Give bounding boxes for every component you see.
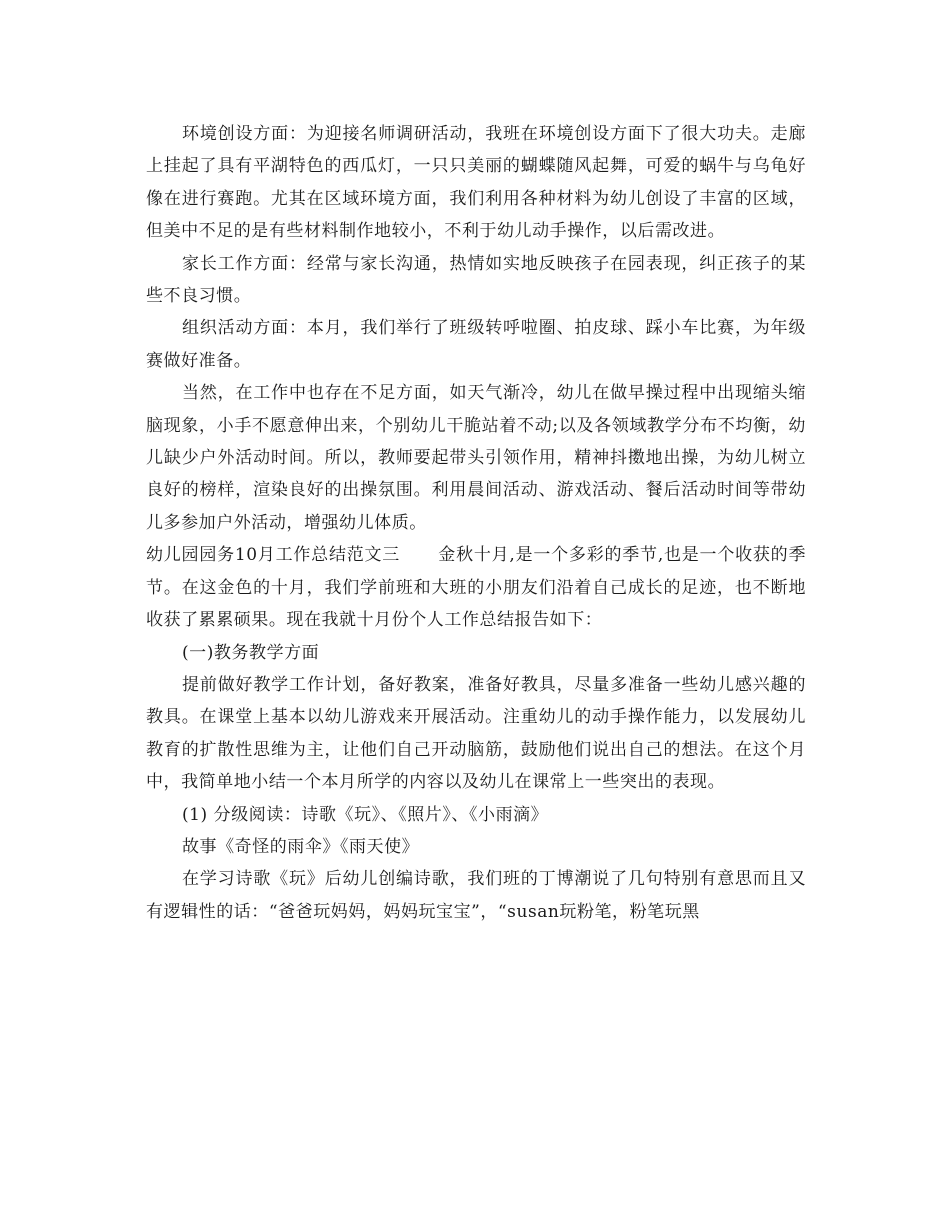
- subheading-teaching: (一)教务教学方面: [182, 642, 320, 663]
- paragraph-poem-creation: 在学习诗歌《玩》后幼儿创编诗歌，我们班的丁博潮说了几句特别有意思而且又有逻辑性的话：“爸爸玩妈妈，妈妈玩宝宝”，“susan玩粉笔，粉笔玩黑: [146, 869, 806, 922]
- paragraph-parents: 家长工作方面：经常与家长沟通，热情如实地反映孩子在园表现，纠正孩子的某些不良习惯。: [146, 253, 806, 307]
- paragraph-teaching-plan: 提前做好教学工作计划，备好教案，准备好教具，尽量多准备一些幼儿感兴趣的教具。在课堂上基本以幼儿游戏来开展活动。注重幼儿的动手操作能力，以发展幼儿教育的扩散性思维为主，让他们自己开动脑筋，鼓励他们说出自己的想法。在这个月中，我简单地小结一个本月所学的内容以及幼儿在课常上一些突出的表现。: [146, 674, 806, 793]
- section-intro: 金秋十月,是一个多彩的季节,也是一个收获的季节。在这金色的十月，我们学前班和大班的小朋友们沿着自己成长的足迹，也不断地收获了累累硕果。现在我就十月份个人工作总结报告如下：: [146, 545, 806, 631]
- paragraph-environment: 环境创设方面：为迎接名师调研活动，我班在环境创设方面下了很大功夫。走廊上挂起了具有平湖特色的西瓜灯，一只只美丽的蝴蝶随风起舞，可爱的蜗牛与乌龟好像在进行赛跑。尤其在区域环境方面，我们利用各种材料为幼儿创设了丰富的区域，但美中不足的是有些材料制作地较小，不利于幼儿动手操作，以后需改进。: [146, 124, 806, 242]
- list-item-reading: (1) 分级阅读：诗歌《玩》、《照片》、《小雨滴》: [182, 804, 549, 825]
- document-body: [146, 118, 806, 928]
- paragraph-activities: 组织活动方面：本月，我们举行了班级转呼啦圈、拍皮球、踩小车比赛，为年级赛做好准备。: [146, 318, 806, 371]
- paragraph-shortcomings: 当然，在工作中也存在不足方面，如天气渐冷，幼儿在做早操过程中出现缩头缩脑现象，小手不愿意伸出来，个别幼儿干脆站着不动;以及各领域教学分布不均衡，幼儿缺少户外活动时间。所以，教师要起带头引领作用，精神抖擞地出操，为幼儿树立良好的榜样，渲染良好的出操氛围。利用晨间活动、游戏活动、餐后活动时间等带幼儿多参加户外活动，增强幼儿体质。: [146, 383, 806, 533]
- section-title: 幼儿园园务10月工作总结范文三: [146, 545, 401, 566]
- list-item-stories: 故事《奇怪的雨伞》《雨天使》: [182, 836, 420, 857]
- section-three-block: [146, 539, 806, 636]
